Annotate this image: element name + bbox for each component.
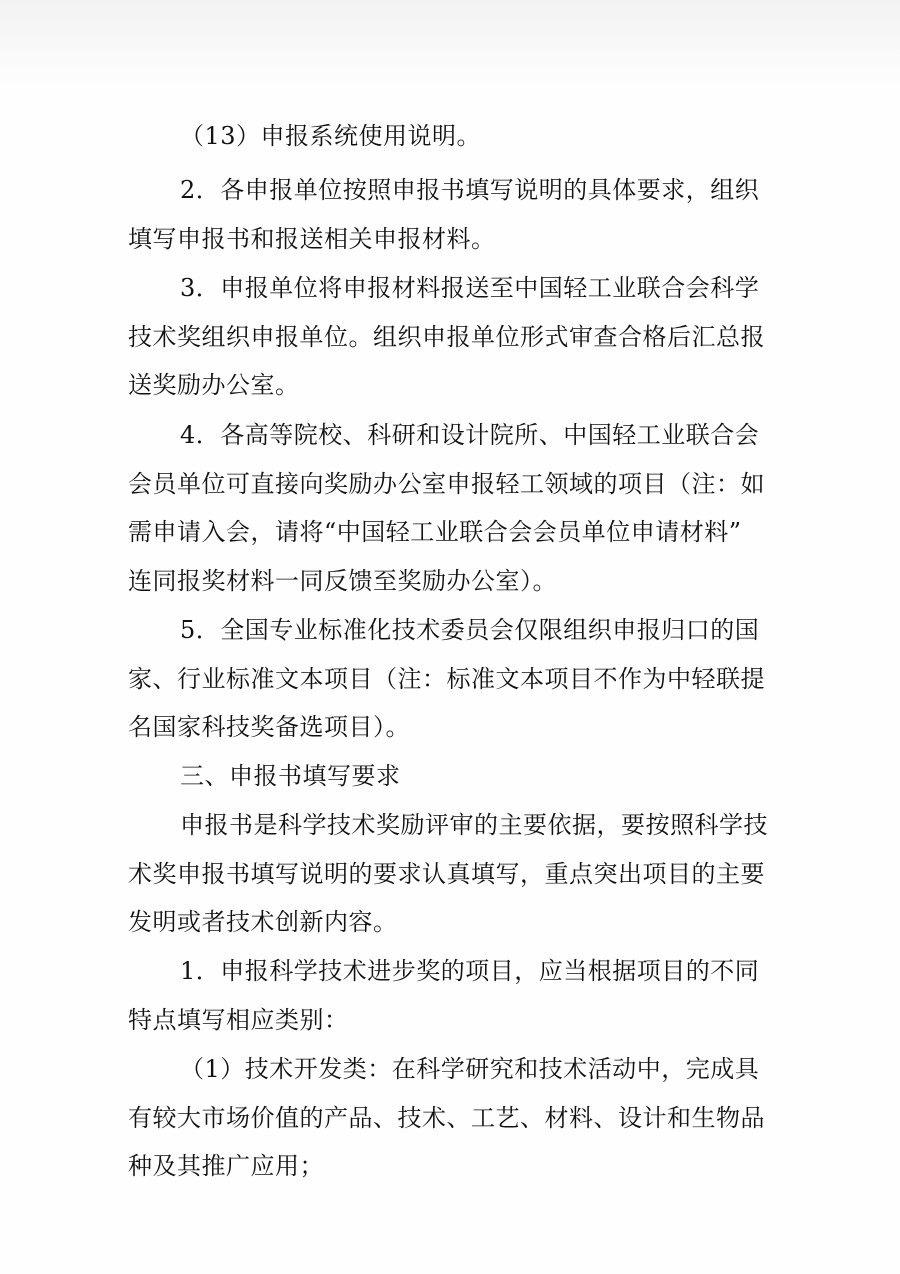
paragraph-4-line-2: 会员单位可直接向奖励办公室申报轻工领域的项目（注：如 <box>128 470 765 498</box>
paragraph-3-line-3: 送奖励办公室。 <box>128 371 300 399</box>
intro-line-2: 术奖申报书填写说明的要求认真填写，重点突出项目的主要 <box>128 860 765 888</box>
paragraph-3-line-2: 技术奖组织申报单位。组织申报单位形式审查合格后汇总报 <box>128 323 765 351</box>
paragraph-5-line-2: 家、行业标准文本项目（注：标准文本项目不作为中轻联提 <box>128 665 765 693</box>
list-item-13: （13）申报系统使用说明。 <box>180 122 482 150</box>
item-1-line-2: 特点填写相应类别： <box>128 1006 349 1034</box>
paragraph-5-line-1: 5．全国专业标准化技术委员会仅限组织申报归口的国 <box>180 616 760 644</box>
paragraph-4-line-1: 4．各高等院校、科研和设计院所、中国轻工业联合会 <box>180 421 760 449</box>
paragraph-2-line-1: 2．各申报单位按照申报书填写说明的具体要求，组织 <box>180 176 760 204</box>
scan-shadow <box>0 0 900 90</box>
paragraph-3-line-1: 3．申报单位将申报材料报送至中国轻工业联合会科学 <box>180 274 760 302</box>
sub-item-1-line-1: （1）技术开发类：在科学研究和技术活动中，完成具 <box>180 1055 760 1083</box>
intro-line-1: 申报书是科学技术奖励评审的主要依据，要按照科学技 <box>180 811 768 839</box>
paragraph-4-line-4: 连同报奖材料一同反馈至奖励办公室）。 <box>128 567 557 595</box>
item-1-line-1: 1．申报科学技术进步奖的项目，应当根据项目的不同 <box>180 957 760 985</box>
sub-item-1-line-3: 种及其推广应用； <box>128 1152 324 1180</box>
sub-item-1-line-2: 有较大市场价值的产品、技术、工艺、材料、设计和生物品 <box>128 1104 765 1132</box>
paragraph-2-line-2: 填写申报书和报送相关申报材料。 <box>128 225 496 253</box>
paragraph-5-line-3: 名国家科技奖备选项目）。 <box>128 713 410 741</box>
intro-line-3: 发明或者技术创新内容。 <box>128 908 398 936</box>
section-heading-3: 三、申报书填写要求 <box>180 762 401 790</box>
paragraph-4-line-3: 需申请入会，请将“中国轻工业联合会会员单位申请材料” <box>128 518 742 546</box>
